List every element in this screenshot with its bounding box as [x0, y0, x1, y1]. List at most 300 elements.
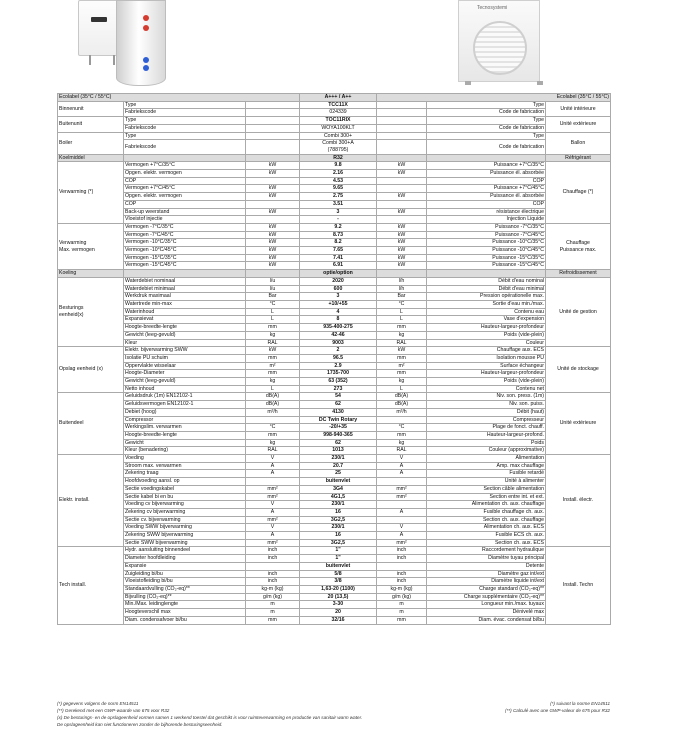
spec-row — [58, 385, 611, 393]
param-label-fr: COP — [427, 177, 546, 185]
param-value: 4G1,5 — [300, 493, 377, 501]
spec-row — [58, 154, 611, 162]
spec-row — [58, 293, 611, 301]
param-value: 230/1 — [300, 501, 377, 509]
spec-row — [58, 347, 611, 355]
param-label-fr: Diam. évac. condensat bi/bu — [427, 616, 546, 624]
param-value: 16 — [300, 532, 377, 540]
param-value: 3G2,5 — [300, 516, 377, 524]
unit-fr: Bar — [377, 293, 427, 301]
param-label-fr: Puissance él. absorbée — [427, 170, 546, 178]
unit-nl: m — [246, 601, 300, 609]
param-value: 230/1 — [300, 524, 377, 532]
unit-fr — [377, 124, 427, 132]
outdoor-unit-fan-grille — [473, 21, 527, 75]
param-label-fr: Poids (vide-plein) — [427, 378, 546, 386]
unit-fr — [377, 200, 427, 208]
spec-row — [58, 455, 611, 463]
group-label-fr: Chauffage (*) — [546, 162, 611, 224]
unit-fr — [377, 516, 427, 524]
unit-fr — [377, 270, 427, 278]
spec-row — [58, 270, 611, 278]
unit-fr: mm — [377, 616, 427, 624]
unit-nl — [246, 117, 300, 125]
unit-nl: m² — [246, 362, 300, 370]
group-label-nl: Binnenunit — [58, 101, 124, 116]
param-label-nl: Hydr. aansluiting binnendeel — [124, 547, 246, 555]
param-label-nl: Gewicht (leeg-gevuld) — [124, 331, 246, 339]
unit-fr: kW — [377, 247, 427, 255]
param-label-fr: Section câble alimentation — [427, 485, 546, 493]
param-value: 3-30 — [300, 601, 377, 609]
param-label-fr: Dénivelé max — [427, 609, 546, 617]
spec-row — [58, 401, 611, 409]
param-label-nl: Fabriekscode — [124, 109, 246, 117]
unit-fr: l/h — [377, 277, 427, 285]
spec-row — [58, 300, 611, 308]
param-label-fr: Puissance -7°C/35°C — [427, 223, 546, 231]
ecolabel-label-fr: Ecolabel (35°C / 55°C) — [377, 94, 611, 102]
unit-nl — [246, 562, 300, 570]
spec-row — [58, 485, 611, 493]
param-label-nl — [124, 154, 246, 162]
param-label-fr: Débit d'eau nominal — [427, 277, 546, 285]
spec-row — [58, 339, 611, 347]
unit-nl: L — [246, 316, 300, 324]
param-label-nl: Vermogen +7°C/35°C — [124, 162, 246, 170]
param-label-fr: Type — [427, 101, 546, 109]
param-label-nl: Netto inhoud — [124, 385, 246, 393]
param-label-nl: Vermogen -10°C/45°C — [124, 247, 246, 255]
unit-fr — [377, 140, 427, 154]
unit-fr — [377, 562, 427, 570]
unit-fr: g/m (kg) — [377, 593, 427, 601]
unit-nl: Bar — [246, 293, 300, 301]
boiler-tank-image — [116, 0, 166, 86]
unit-fr: kW — [377, 162, 427, 170]
spec-row — [58, 470, 611, 478]
spec-row — [58, 231, 611, 239]
unit-fr: kW — [377, 239, 427, 247]
spec-row — [58, 532, 611, 540]
unit-nl: A — [246, 470, 300, 478]
param-value: 4.53 — [300, 177, 377, 185]
param-value: 3.51 — [300, 200, 377, 208]
spec-row — [58, 562, 611, 570]
param-label-nl: Diameter hoofdleiding — [124, 555, 246, 563]
unit-fr: kW — [377, 223, 427, 231]
param-value: 7.41 — [300, 254, 377, 262]
param-value: 3G2,5 — [300, 539, 377, 547]
unit-nl: A — [246, 532, 300, 540]
param-label-fr: Diamètre liquide int/ext — [427, 578, 546, 586]
unit-nl: L — [246, 308, 300, 316]
unit-fr — [377, 101, 427, 109]
param-label-nl: Vloeistofleiding bi/bu — [124, 578, 246, 586]
param-label-nl: Standaardvulling (CO₂-eq)** — [124, 586, 246, 594]
param-label-nl: Opgen. elektr. vermogen — [124, 193, 246, 201]
param-label-nl: Type — [124, 117, 246, 125]
param-value: 1013 — [300, 447, 377, 455]
param-value: 024339 — [300, 109, 377, 117]
unit-fr: m — [377, 609, 427, 617]
unit-fr: L — [377, 308, 427, 316]
param-label-fr: Poids (vide-plein) — [427, 331, 546, 339]
param-value: 2.16 — [300, 170, 377, 178]
param-label-fr: Poids — [427, 439, 546, 447]
unit-nl — [246, 200, 300, 208]
param-label-nl: Elektr. bijverwarming SWW — [124, 347, 246, 355]
spec-row — [58, 208, 611, 216]
spec-row — [58, 408, 611, 416]
unit-nl: L — [246, 385, 300, 393]
spec-row — [58, 223, 611, 231]
param-value: 3/8 — [300, 578, 377, 586]
ecolabel-row — [58, 94, 611, 102]
param-value: 4130 — [300, 408, 377, 416]
tank-port-blue-bottom — [143, 65, 149, 71]
param-label-fr: Type — [427, 132, 546, 140]
unit-nl — [246, 478, 300, 486]
spec-row — [58, 547, 611, 555]
unit-fr: m — [377, 601, 427, 609]
spec-row — [58, 200, 611, 208]
unit-nl: m³/h — [246, 408, 300, 416]
param-label-fr — [427, 154, 546, 162]
unit-nl: kW — [246, 254, 300, 262]
unit-fr: A — [377, 532, 427, 540]
param-label-nl: Vermogen -15°C/35°C — [124, 254, 246, 262]
param-value: 9.2 — [300, 223, 377, 231]
param-label-nl: Zuigleiding bi/bu — [124, 570, 246, 578]
unit-nl: mm — [246, 431, 300, 439]
ecolabel-label-nl: Ecolabel (35°C / 55°C) — [58, 94, 300, 102]
param-label-fr: Charge standard (CO₂-eq)** — [427, 586, 546, 594]
spec-row — [58, 616, 611, 624]
unit-nl — [246, 154, 300, 162]
param-label-nl: Watertrede min-max — [124, 300, 246, 308]
group-label-fr: Ballon — [546, 132, 611, 154]
param-value: 62 — [300, 439, 377, 447]
group-label-fr: Réfrigérant — [546, 154, 611, 162]
param-value: 8.2 — [300, 239, 377, 247]
unit-nl — [246, 177, 300, 185]
param-label-nl: COP — [124, 177, 246, 185]
param-value: 16 — [300, 508, 377, 516]
param-label-fr: Vase d'expension — [427, 316, 546, 324]
param-value: buitenvlet — [300, 478, 377, 486]
spec-row — [58, 555, 611, 563]
unit-fr: inch — [377, 547, 427, 555]
unit-nl: kW — [246, 347, 300, 355]
unit-fr — [377, 132, 427, 140]
param-label-fr: Alimentation ch. aux. ECS — [427, 524, 546, 532]
param-label-fr: Couleur — [427, 339, 546, 347]
unit-nl: kW — [246, 193, 300, 201]
unit-fr: °C — [377, 300, 427, 308]
param-label-nl: Isolatie PU schuim — [124, 354, 246, 362]
param-value: 2 — [300, 347, 377, 355]
param-label-fr: Débit (haut) — [427, 408, 546, 416]
param-label-nl: Hoogte-breedte-lengte — [124, 431, 246, 439]
unit-fr: °C — [377, 424, 427, 432]
param-label-nl: Expansie — [124, 562, 246, 570]
unit-nl — [246, 416, 300, 424]
tank-port-blue — [143, 57, 149, 63]
param-label-fr: Amp. max chauffage — [427, 462, 546, 470]
param-label-fr: Isolation mousse PU — [427, 354, 546, 362]
spec-row — [58, 308, 611, 316]
unit-fr — [377, 154, 427, 162]
footnote-nl-4: De opslageenheid kan niet functioneren zonder de bijhorende besturingseenheid. — [57, 722, 223, 727]
spec-row — [58, 285, 611, 293]
param-label-fr: Niv. son. press. (1m) — [427, 393, 546, 401]
unit-fr: A — [377, 462, 427, 470]
group-label-fr: Install. électr. — [546, 455, 611, 547]
param-label-nl: Min./Max. leidinglengte — [124, 601, 246, 609]
param-value: 273 — [300, 385, 377, 393]
product-images — [0, 0, 675, 92]
spec-row — [58, 578, 611, 586]
param-label-nl: Geluidsdruk (1m) EN12102-1 — [124, 393, 246, 401]
unit-fr: RAL — [377, 339, 427, 347]
param-value: optie/option — [300, 270, 377, 278]
unit-nl: l/u — [246, 285, 300, 293]
param-value: 1" — [300, 547, 377, 555]
spec-row — [58, 524, 611, 532]
unit-nl: V — [246, 501, 300, 509]
indoor-unit-pipes — [89, 55, 115, 65]
ecolabel-value: A+++ / A++ — [300, 94, 377, 102]
unit-nl: inch — [246, 555, 300, 563]
param-label-nl: Expansievat — [124, 316, 246, 324]
unit-nl: mm² — [246, 493, 300, 501]
param-label-nl: Waterdebiet nominaal — [124, 277, 246, 285]
param-label-nl: COP — [124, 200, 246, 208]
param-label-nl: Werkdruk maximaal — [124, 293, 246, 301]
group-label-nl: Elektr. install. — [58, 455, 124, 547]
unit-fr: m³/h — [377, 408, 427, 416]
unit-nl: mm — [246, 370, 300, 378]
param-label-fr: Sortie d'eau min./max. — [427, 300, 546, 308]
spec-row — [58, 609, 611, 617]
param-label-nl: Vermogen -10°C/35°C — [124, 239, 246, 247]
param-value: Combi 300+A (788795) — [300, 140, 377, 154]
param-value: +10/+55 — [300, 300, 377, 308]
unit-fr — [377, 185, 427, 193]
param-value: - — [300, 216, 377, 224]
param-label-nl: Type — [124, 132, 246, 140]
param-label-nl: Diam. condensafvoer bi/bu — [124, 616, 246, 624]
param-label-nl: Oppervlakte wisselaar — [124, 362, 246, 370]
param-label-fr: Raccordement hydraulique — [427, 547, 546, 555]
param-label-fr: Puissance -10°C/45°C — [427, 247, 546, 255]
param-label-fr — [427, 270, 546, 278]
param-value: 54 — [300, 393, 377, 401]
unit-fr — [377, 478, 427, 486]
unit-fr: mm — [377, 370, 427, 378]
param-value: TOC11RIX — [300, 117, 377, 125]
param-label-fr: Hauteur-largeur-profond. — [427, 431, 546, 439]
unit-nl: mm — [246, 324, 300, 332]
unit-fr: kW — [377, 193, 427, 201]
unit-fr: kg — [377, 378, 427, 386]
param-label-nl: Sectie voedingskabel — [124, 485, 246, 493]
group-label-fr: Refroidissement — [546, 270, 611, 278]
param-label-nl: Fabriekscode — [124, 140, 246, 154]
param-value: 935-400-275 — [300, 324, 377, 332]
param-label-nl: Zekering cv bijverwarming — [124, 508, 246, 516]
param-label-fr: Puissance -7°C/45°C — [427, 231, 546, 239]
unit-nl: mm² — [246, 539, 300, 547]
spec-table — [57, 93, 611, 625]
spec-row — [58, 478, 611, 486]
unit-nl: mm² — [246, 516, 300, 524]
param-label-nl: Debiet (hoog) — [124, 408, 246, 416]
unit-nl: mm² — [246, 485, 300, 493]
param-value: 8 — [300, 316, 377, 324]
unit-nl: A — [246, 508, 300, 516]
param-value: 3G4 — [300, 485, 377, 493]
param-label-fr: Section entre int. et ext. — [427, 493, 546, 501]
spec-row — [58, 185, 611, 193]
unit-nl: inch — [246, 547, 300, 555]
param-value: 9003 — [300, 339, 377, 347]
group-label-fr: Unité extérieure — [546, 393, 611, 455]
spec-row — [58, 117, 611, 125]
param-label-fr: Code de fabrication — [427, 109, 546, 117]
spec-row — [58, 586, 611, 594]
param-value: 42-46 — [300, 331, 377, 339]
unit-fr: RAL — [377, 447, 427, 455]
unit-nl: kW — [246, 208, 300, 216]
group-label-fr: Unité intérieure — [546, 101, 611, 116]
spec-row — [58, 539, 611, 547]
unit-fr: dB(A) — [377, 401, 427, 409]
group-label-nl: Verwarming (*) — [58, 162, 124, 224]
param-label-fr: Niv. son. puiss. — [427, 401, 546, 409]
footnote-nl-2: (**) Gerekend met een GWP-waarde van 675 voor R32 — [57, 708, 170, 713]
param-label-fr: Unité à alimenter — [427, 478, 546, 486]
param-label-fr: Longueur min./max. tuyaux — [427, 601, 546, 609]
spec-row — [58, 362, 611, 370]
spec-row — [58, 378, 611, 386]
spec-row — [58, 254, 611, 262]
spec-row — [58, 132, 611, 140]
param-label-fr: Chauffage aux. ECS — [427, 347, 546, 355]
unit-nl: kW — [246, 247, 300, 255]
outdoor-unit-feet — [465, 81, 543, 85]
unit-fr: V — [377, 524, 427, 532]
param-label-nl: Vermogen -15°C/45°C — [124, 262, 246, 270]
unit-fr: V — [377, 455, 427, 463]
param-label-fr: COP — [427, 200, 546, 208]
param-value: 2020 — [300, 277, 377, 285]
spec-row — [58, 262, 611, 270]
param-value: 63 (352) — [300, 378, 377, 386]
spec-row — [58, 501, 611, 509]
param-label-fr: Hauteur-largeur-profondeur — [427, 370, 546, 378]
unit-fr — [377, 177, 427, 185]
unit-nl — [246, 132, 300, 140]
param-value: 20 (13,5) — [300, 593, 377, 601]
param-label-fr: Diamètre tuyau principal — [427, 555, 546, 563]
group-label-fr: Unité de gestion — [546, 277, 611, 346]
param-label-nl: Sectie kabel bi en bu — [124, 493, 246, 501]
param-label-fr: Compresseur — [427, 416, 546, 424]
param-label-nl: Type — [124, 101, 246, 109]
unit-nl: kW — [246, 231, 300, 239]
param-value: 96.5 — [300, 354, 377, 362]
spec-row — [58, 439, 611, 447]
param-value: R32 — [300, 154, 377, 162]
param-value: 32/16 — [300, 616, 377, 624]
spec-row — [58, 177, 611, 185]
param-value: 600 — [300, 285, 377, 293]
unit-fr: mm — [377, 431, 427, 439]
unit-nl — [246, 270, 300, 278]
group-label-nl: Tech install. — [58, 547, 124, 624]
outdoor-unit-image — [458, 0, 540, 82]
spec-row — [58, 170, 611, 178]
unit-fr: kW — [377, 347, 427, 355]
unit-fr: kW — [377, 262, 427, 270]
unit-fr: kg — [377, 439, 427, 447]
unit-nl: kg — [246, 439, 300, 447]
param-label-nl: Hoogte-breedte-lengte — [124, 324, 246, 332]
spec-row — [58, 140, 611, 154]
param-value: 6.91 — [300, 262, 377, 270]
unit-nl: kW — [246, 239, 300, 247]
outdoor-unit-logo: Tecnosystemi — [477, 5, 508, 11]
param-label-nl: Voeding SWW bijverwarming — [124, 524, 246, 532]
unit-nl: V — [246, 524, 300, 532]
unit-fr: A — [377, 470, 427, 478]
unit-nl: inch — [246, 570, 300, 578]
unit-nl: RAL — [246, 447, 300, 455]
param-label-nl: Opgen. elektr. vermogen — [124, 170, 246, 178]
unit-fr: A — [377, 508, 427, 516]
group-label-nl: Opslag eenheid (x) — [58, 347, 124, 393]
param-label-fr: Section ch. aux. ECS — [427, 539, 546, 547]
unit-fr: m² — [377, 362, 427, 370]
param-value: WOYA100KLT — [300, 124, 377, 132]
spec-row — [58, 193, 611, 201]
param-value: 8.73 — [300, 231, 377, 239]
param-label-nl — [124, 270, 246, 278]
param-value: 998-940-365 — [300, 431, 377, 439]
unit-nl: dB(A) — [246, 401, 300, 409]
footnotes — [57, 700, 610, 728]
param-label-fr: Charge supplémentaire (CO₂-eq)** — [427, 593, 546, 601]
unit-nl — [246, 124, 300, 132]
param-label-fr: Hauteur-largeur-profondeur — [427, 324, 546, 332]
param-label-nl: Voeding — [124, 455, 246, 463]
param-value: 1" — [300, 555, 377, 563]
param-label-fr: Type — [427, 117, 546, 125]
param-label-fr: Diamètre gaz int/ext — [427, 570, 546, 578]
unit-fr: kW — [377, 231, 427, 239]
param-label-fr: Puissance +7°C/35°C — [427, 162, 546, 170]
footnote-row-1 — [57, 700, 610, 707]
param-label-nl: Kleur — [124, 339, 246, 347]
param-label-fr: Surface échangeur — [427, 362, 546, 370]
unit-fr: inch — [377, 570, 427, 578]
unit-nl — [246, 101, 300, 109]
param-value: 9.65 — [300, 185, 377, 193]
spec-row — [58, 370, 611, 378]
tank-port-red-top — [143, 15, 149, 21]
